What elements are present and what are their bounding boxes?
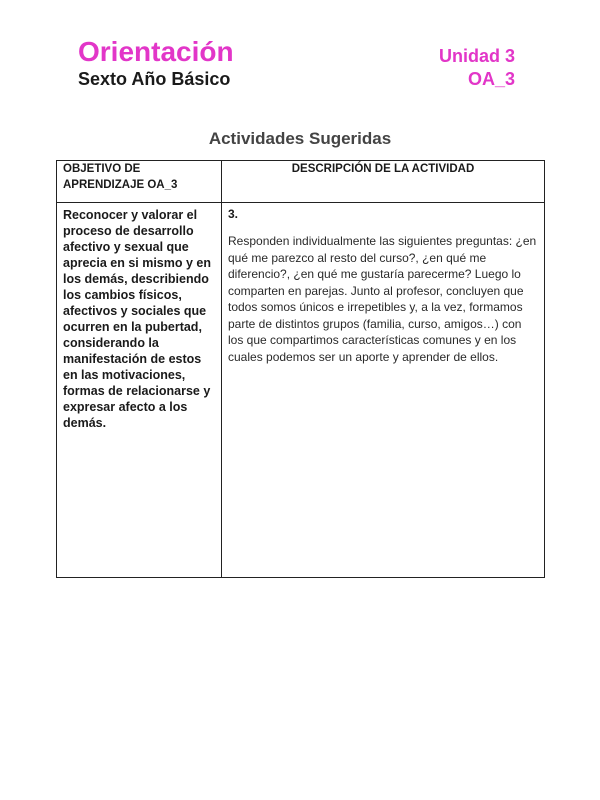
activity-description: Responden individualmente las siguientes preguntas: ¿en qué me parezco al resto del curso?, ¿en qué me diferencio?, ¿en qué me gustaría parecerme? Luego lo comparten en parejas. Junto al profesor, concluyen que todos somos únicos e irrepetibles y, a la vez, formamos parte de distintos grupos (familia, curso, amigos…) con los que compartimos características comunes y en los cuales podemos ser un aporte y aprender de ellos. (228, 234, 537, 364)
objective-cell (57, 203, 222, 578)
activity-table (56, 160, 545, 578)
unit-label: Unidad 3 (438, 46, 515, 66)
grade-level: Sexto Año Básico (78, 69, 231, 89)
description-cell (222, 203, 545, 578)
objective-text: Reconocer y valorar el proceso de desarrollo afectivo y sexual que aprecia en si mismo y en los demás, describiendo los cambios físicos, afectivos y sociales que ocurren en la pubertad, considerando la manifestación de estos en las motivaciones, formas de relacionarse y expresar afecto a los demás. (63, 208, 211, 430)
oa-label: OA_3 (467, 69, 515, 89)
section-title: Actividades Sugeridas (208, 129, 392, 148)
table-header-row (57, 161, 545, 203)
subject-title: Orientación (78, 36, 234, 67)
activity-number: 3. (228, 207, 239, 221)
table-row (57, 203, 545, 578)
header-objective: OBJETIVO DE APRENDIZAJE OA_3 (57, 161, 222, 203)
header-description: DESCRIPCIÓN DE LA ACTIVIDAD (222, 161, 545, 203)
